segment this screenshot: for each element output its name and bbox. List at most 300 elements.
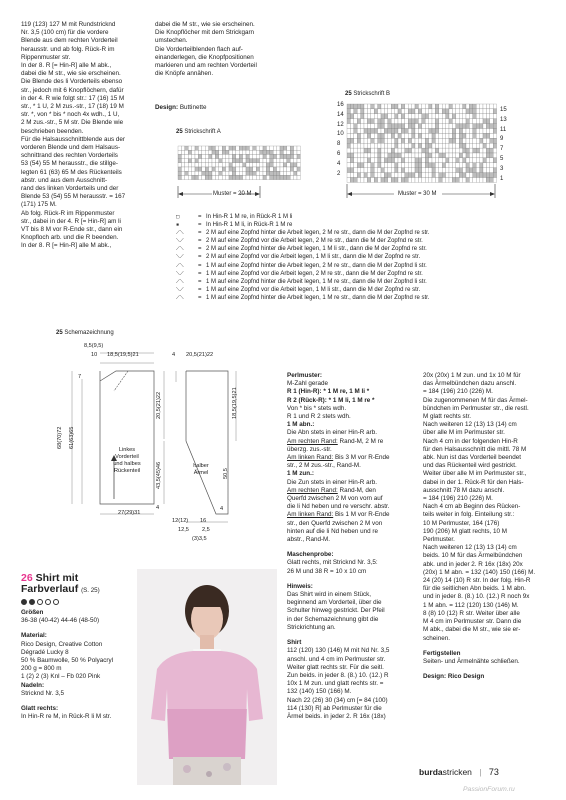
chart-cell (283, 150, 286, 154)
chart-cell (429, 153, 432, 158)
chart-cell (219, 154, 222, 158)
chart-cell (446, 168, 449, 173)
chart-cell (442, 163, 445, 168)
chart-cell (209, 167, 212, 171)
chart-cell (493, 114, 496, 119)
chart-cell (469, 153, 472, 158)
text-line: 1 M abn. = 112 (120) 130 (146) M. (423, 601, 519, 609)
text-line: Weiter über alle M im Perlmuster str., (423, 470, 527, 478)
chart-cell (466, 153, 469, 158)
chart-cell (239, 150, 242, 154)
chart-cell (435, 129, 438, 134)
chart-cell (374, 173, 377, 178)
row-number: 2 (337, 170, 341, 177)
chart-cell (391, 148, 394, 153)
difficulty-dot-filled (21, 599, 27, 605)
chart-cell (415, 119, 418, 124)
chart-cell (473, 109, 476, 114)
chart-cell (367, 178, 370, 183)
chart-cell (236, 159, 239, 163)
chart-cell (401, 153, 404, 158)
chart-cell (408, 124, 411, 129)
chart-cell (357, 129, 360, 134)
chart-cell (398, 129, 401, 134)
text-line: Schulter hinweg gestrickt. Der Pfeil (287, 607, 385, 615)
chart-cell (260, 175, 263, 179)
chart-cell (452, 138, 455, 143)
chart-cell (473, 114, 476, 119)
chart-cell (456, 119, 459, 124)
chart-cell (226, 146, 229, 150)
chart-cell (253, 167, 256, 171)
chart-cell (212, 167, 215, 171)
chart-cell (490, 114, 493, 119)
chart-cell (476, 124, 479, 129)
text-line: str., den Querfd zwischen 2 M von (287, 519, 383, 527)
chart-cell (198, 154, 201, 158)
pattern-text-middle-column (155, 21, 283, 78)
legend-row (176, 237, 546, 245)
chart-cell (283, 146, 286, 150)
chart-cell (236, 150, 239, 154)
chart-cell (374, 158, 377, 163)
chart-cell (266, 175, 269, 179)
chart-cell (469, 138, 472, 143)
chart-cell (412, 168, 415, 173)
chart-cell (287, 146, 290, 150)
chart-cell (256, 175, 259, 179)
chart-cell (374, 138, 377, 143)
chart-cell (209, 171, 212, 175)
chart-cell (391, 104, 394, 109)
chart-cell (422, 148, 425, 153)
chart-cell (354, 129, 357, 134)
chart-cell (367, 148, 370, 153)
chart-cell (273, 150, 276, 154)
chart-cell (439, 109, 442, 114)
chart-cell (253, 154, 256, 158)
chart-cell (452, 109, 455, 114)
chart-cell (361, 158, 364, 163)
legend-row (176, 229, 546, 237)
text-line: 24 (20) 14 (10) R str. In der folg. Hin-R (423, 577, 531, 585)
text-line: Weiter glatt rechts str. Für die seitl. (287, 663, 384, 671)
text-line: hinten auf die li Nd heben und re (287, 527, 379, 535)
dim-sleeve-bottom-5: (3)3,5 (192, 536, 207, 542)
chart-cell (287, 163, 290, 167)
chart-cell (357, 168, 360, 173)
chart-cell (449, 168, 452, 173)
chart-cell (480, 178, 483, 183)
edge-label: Am rechten Rand: (287, 486, 338, 494)
chart-cell (439, 104, 442, 109)
chart-cell (374, 119, 377, 124)
chart-cell (429, 124, 432, 129)
chart-cell (422, 119, 425, 124)
equals-sign: = (198, 246, 202, 253)
chart-cell (381, 129, 384, 134)
text-line: die li Nd heben und re verschr. abstr. (287, 503, 390, 511)
dim-inner-a: 20,5(21)22 (156, 391, 162, 419)
chart-cell (371, 143, 374, 148)
text-line: Von * bis * stets wdh. (287, 404, 347, 412)
chart-cell (456, 114, 459, 119)
chart-cell (297, 159, 300, 163)
chart-cell (280, 167, 283, 171)
chart-cell (466, 133, 469, 138)
chart-cell (347, 143, 350, 148)
chart-cell (490, 148, 493, 153)
chart-cell (446, 133, 449, 138)
chart-cell (418, 163, 421, 168)
project-name-2: Farbverlauf (21, 583, 79, 595)
chart-cell (364, 178, 367, 183)
chart-cell (388, 119, 391, 124)
chart-cell (405, 178, 408, 183)
legend-text: 1 M auf eine Zopfnd hinter die Arbeit legen, 1 M re str., dann die M der Zopfnd li str. (206, 278, 427, 285)
difficulty-dot-empty (37, 599, 43, 605)
chart-cell (476, 104, 479, 109)
chart-cell (490, 119, 493, 124)
chart-cell (364, 104, 367, 109)
chart-cell (480, 163, 483, 168)
text-line: Am rechten Rand: Rand-M, 2 M re (287, 437, 384, 445)
chart-cell (408, 133, 411, 138)
chart-cell (195, 154, 198, 158)
chart-cell (350, 153, 353, 158)
chart-cell (395, 148, 398, 153)
chart-cell (198, 146, 201, 150)
chart-cell (446, 153, 449, 158)
text-line: Am rechten Rand: Rand-M, den (287, 486, 376, 494)
chart-cell (198, 167, 201, 171)
chart-cell (476, 133, 479, 138)
chart-cell (347, 129, 350, 134)
schema-lines (56, 329, 286, 559)
chart-cell (188, 175, 191, 179)
chart-cell (232, 171, 235, 175)
chart-cell (354, 119, 357, 124)
chart-cell (469, 133, 472, 138)
chart-cell (347, 124, 350, 129)
chart-cell (432, 119, 435, 124)
chart-cell (493, 129, 496, 134)
chart-cell (391, 133, 394, 138)
chart-cell (439, 124, 442, 129)
chart-cell (192, 159, 195, 163)
chart-cell (456, 163, 459, 168)
legend-text: 2 M auf eine Zopfnd vor die Arbeit legen, 2 M re str., dann die M der Zopfnd re str. (206, 238, 423, 245)
legend-text: In Hin-R 1 M li, in Rück-R 1 M re (206, 222, 293, 229)
paragraph-gap (21, 625, 133, 632)
chart-cell (429, 143, 432, 148)
chart-cell (480, 148, 483, 153)
chart-cell (425, 114, 428, 119)
chart-cell (459, 173, 462, 178)
chart-cell (253, 163, 256, 167)
chart-cell (476, 158, 479, 163)
chart-cell (181, 171, 184, 175)
chart-cell (347, 178, 350, 183)
chart-cell (398, 104, 401, 109)
chart-cell (432, 143, 435, 148)
chart-cell (260, 154, 263, 158)
chart-cell (347, 158, 350, 163)
chart-cell (364, 133, 367, 138)
chart-cell (374, 153, 377, 158)
chart-cell (469, 109, 472, 114)
chart-cell (483, 173, 486, 178)
chart-cell (483, 114, 486, 119)
chart-cell (256, 167, 259, 171)
text-line: Knopfloch arb. und die R beenden. (21, 234, 119, 242)
chart-cell (381, 153, 384, 158)
chart-cell (350, 168, 353, 173)
chart-cell (395, 163, 398, 168)
chart-cell (384, 153, 387, 158)
text-line: abk. und in jeder 2. R 16x (18x) 20x (423, 560, 523, 568)
chart-cell (490, 138, 493, 143)
project-ref: (S. 25) (81, 587, 100, 594)
chart-cell (463, 163, 466, 168)
chart-cell (405, 138, 408, 143)
chart-cell (243, 171, 246, 175)
chart-cell (490, 153, 493, 158)
chart-cell (202, 146, 205, 150)
chart-cell (239, 163, 242, 167)
chart-cell (408, 168, 411, 173)
chart-cell (418, 138, 421, 143)
chart-cell (212, 159, 215, 163)
chart-cell (195, 175, 198, 179)
stitch-symbol-icon: ▪ (176, 222, 180, 229)
chart-cell (425, 133, 428, 138)
chart-cell (222, 146, 225, 150)
chart-cell (401, 109, 404, 114)
chart-a-title-text: Strickschrift A (184, 129, 221, 135)
chart-cell (243, 175, 246, 179)
chart-cell (452, 158, 455, 163)
chart-cell (371, 114, 374, 119)
chart-cell (226, 175, 229, 179)
chart-cell (490, 129, 493, 134)
chart-cell (408, 104, 411, 109)
chart-b-title-text: Strickschrift B (353, 91, 391, 97)
chart-cell (425, 138, 428, 143)
chart-cell (260, 146, 263, 150)
chart-cell (412, 158, 415, 163)
chart-cell (449, 163, 452, 168)
chart-cell (391, 173, 394, 178)
dim-sleeve-bottom-2: 16 (200, 518, 207, 524)
chart-cell (246, 150, 249, 154)
chart-cell (374, 148, 377, 153)
chart-cell (469, 114, 472, 119)
chart-cell (429, 163, 432, 168)
chart-cell (381, 168, 384, 173)
schema-num: 25 (56, 330, 63, 336)
chart-cell (412, 143, 415, 148)
chart-cell (459, 129, 462, 134)
chart-cell (435, 153, 438, 158)
text-line: Nach 4 cm ab Beginn des Rücken- (423, 503, 521, 511)
chart-cell (391, 109, 394, 114)
chart-cell (212, 146, 215, 150)
chart-cell (480, 109, 483, 114)
chart-cell (449, 153, 452, 158)
text-line: 200 g = 800 m (21, 665, 62, 673)
chart-cell (449, 119, 452, 124)
chart-cell (354, 114, 357, 119)
chart-cell (205, 167, 208, 171)
chart-cell (459, 104, 462, 109)
chart-cell (226, 163, 229, 167)
chart-cell (229, 167, 232, 171)
chart-cell (297, 150, 300, 154)
legend-text: 1 M auf eine Zopfnd hinter die Arbeit legen, 2 M re str., dann die M der Zopfnd li str. (206, 262, 427, 269)
chart-cell (412, 138, 415, 143)
text-line: dabei die M str., wie sie erscheinen. (21, 70, 121, 78)
chart-cell (469, 163, 472, 168)
legend-text: 1 M auf eine Zopfnd vor die Arbeit legen, 2 M re str., dann die M der Zopfnd re str. (206, 270, 423, 277)
chart-cell (381, 138, 384, 143)
chart-cell (195, 150, 198, 154)
chart-cell (391, 114, 394, 119)
text-line: einanderlegen, die Knopfpositionen (155, 53, 254, 61)
chart-cell (290, 163, 293, 167)
chart-cell (412, 153, 415, 158)
chart-cell (364, 119, 367, 124)
chart-cell (432, 129, 435, 134)
chart-cell (466, 148, 469, 153)
chart-cell (361, 173, 364, 178)
text-line: bündchen im Perlmuster str., die restl. (423, 404, 529, 412)
chart-cell (459, 143, 462, 148)
chart-cell (480, 158, 483, 163)
chart-cell (401, 129, 404, 134)
chart-cell (270, 159, 273, 163)
chart-cell (398, 178, 401, 183)
chart-cell (367, 153, 370, 158)
chart-cell (486, 104, 489, 109)
chart-cell (469, 178, 472, 183)
chart-cell (449, 143, 452, 148)
chart-cell (415, 129, 418, 134)
design-value: Buttinette (179, 104, 207, 111)
chart-cell (371, 129, 374, 134)
chart-b-num: 25 (345, 91, 352, 97)
chart-cell (473, 119, 476, 124)
chart-cell (408, 114, 411, 119)
text-line: Rippenmuster str. (21, 53, 71, 61)
chart-cell (480, 153, 483, 158)
chart-cell (381, 109, 384, 114)
chart-cell (480, 133, 483, 138)
chart-cell (432, 138, 435, 143)
chart-cell (425, 178, 428, 183)
chart-cell (209, 163, 212, 167)
text-line: str., dabei in der 4. R [= Hin-R] am li (21, 217, 121, 225)
chart-cell (188, 154, 191, 158)
row-number: 14 (337, 111, 344, 118)
chart-cell (391, 124, 394, 129)
chart-cell (493, 158, 496, 163)
chart-cell (459, 109, 462, 114)
chart-cell (246, 146, 249, 150)
chart-cell (446, 129, 449, 134)
chart-cell (442, 124, 445, 129)
chart-cell (463, 124, 466, 129)
chart-cell (463, 178, 466, 183)
chart-cell (469, 129, 472, 134)
chart-cell (178, 146, 181, 150)
text-line: In der 8. R [= Hin-R] alle M abk., (21, 242, 112, 250)
chart-cell (371, 148, 374, 153)
chart-cell (378, 163, 381, 168)
chart-cell (364, 168, 367, 173)
chart-cell (374, 104, 377, 109)
footer-brand-2: stricken (442, 767, 472, 777)
chart-cell (273, 159, 276, 163)
chart-cell (371, 163, 374, 168)
chart-cell (466, 158, 469, 163)
chart-cell (367, 158, 370, 163)
chart-cell (222, 163, 225, 167)
chart-cell (367, 119, 370, 124)
chart-cell (256, 163, 259, 167)
chart-cell (486, 109, 489, 114)
equals-sign: = (198, 294, 202, 301)
chart-cell (378, 124, 381, 129)
chart-cell (412, 114, 415, 119)
chart-cell (287, 167, 290, 171)
text-line: str., jedoch mit 6 Knopflöchern, dafür (21, 86, 124, 94)
chart-cell (192, 150, 195, 154)
chart-cell (232, 167, 235, 171)
chart-cell (398, 143, 401, 148)
chart-cell (422, 153, 425, 158)
section-heading: Design: Rico Design (423, 673, 485, 681)
chart-cell (185, 146, 188, 150)
chart-cell (452, 119, 455, 124)
chart-cell (388, 158, 391, 163)
legend-text: 2 M auf eine Zopfnd hinter die Arbeit legen, 1 M li str., dann die M der Zopfnd re str. (206, 246, 427, 253)
chart-cell (456, 109, 459, 114)
chart-cell (415, 114, 418, 119)
chart-cell (415, 163, 418, 168)
chart-cell (469, 124, 472, 129)
chart-cell (439, 178, 442, 183)
chart-cell (202, 167, 205, 171)
chart-cell (395, 153, 398, 158)
chart-cell (192, 167, 195, 171)
chart-cell (229, 159, 232, 163)
chart-cell (215, 159, 218, 163)
chart-cell (181, 163, 184, 167)
text-line: VT bis 8 M vor R-Ende str., dann ein (21, 226, 123, 234)
equals-sign: = (198, 238, 202, 245)
equals-sign: = (198, 254, 202, 261)
chart-cell (422, 124, 425, 129)
text-line: anschl. und 4 cm im Perlmuster str. (287, 655, 386, 663)
chart-cell (270, 163, 273, 167)
chart-cell (432, 124, 435, 129)
chart-cell (480, 114, 483, 119)
chart-b-grid (330, 88, 530, 204)
chart-cell (435, 158, 438, 163)
pattern-text-left-column (21, 21, 149, 251)
chart-cell (290, 146, 293, 150)
